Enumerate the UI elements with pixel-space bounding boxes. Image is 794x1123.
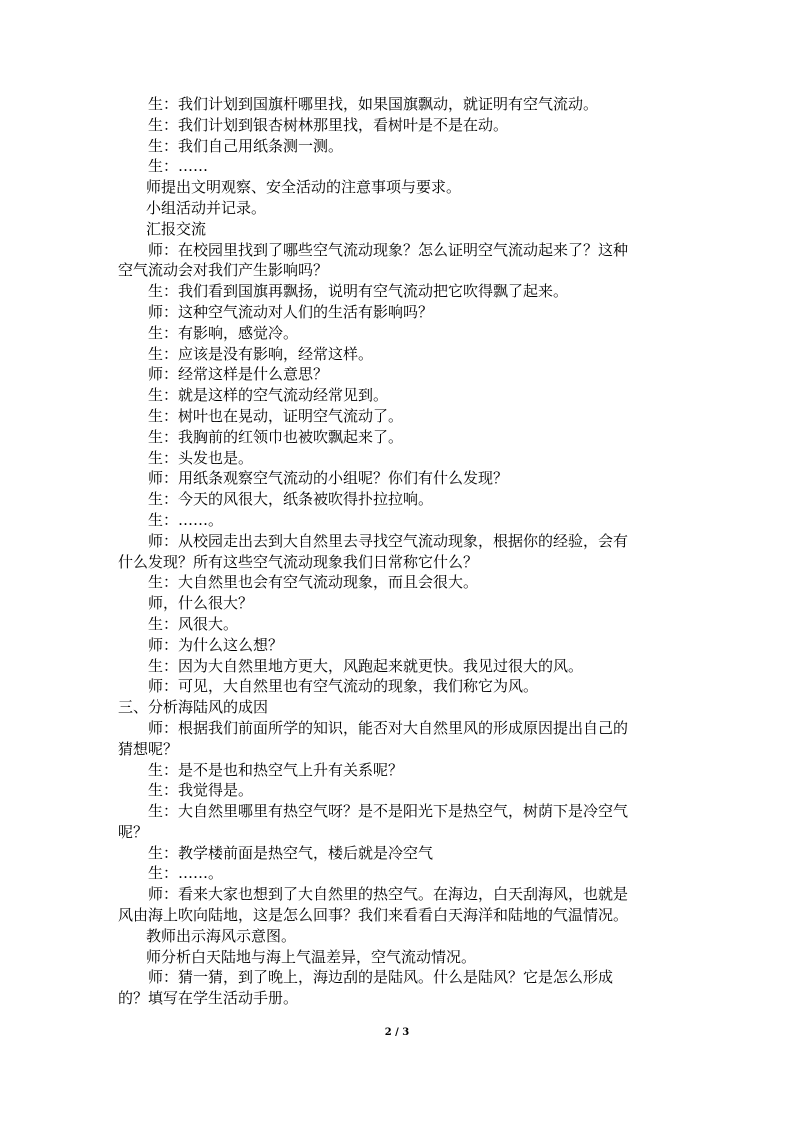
paragraph-line: 师：经常这样是什么意思？ (148, 365, 329, 384)
paragraph-line: 生：我们计划到国旗杆哪里找，如果国旗飘动，就证明有空气流动。 (148, 95, 599, 113)
paragraph-line: 什么发现？所有这些空气流动现象我们日常称它什么？ (118, 552, 479, 571)
paragraph-line: 师：为什么这么想？ (148, 635, 284, 654)
paragraph-line: 小组活动并记录。 (146, 198, 267, 217)
section-heading: 汇报交流 (146, 219, 207, 238)
paragraph-line: 生：因为大自然里地方更大，风跑起来就更快。我见过很大的风。 (148, 656, 584, 675)
paragraph-line: 师，什么很大？ (148, 594, 254, 613)
paragraph-line: 生：我觉得是。 (148, 781, 254, 800)
paragraph-line: 生：今天的风很大，纸条被吹得扑拉拉响。 (148, 490, 434, 509)
paragraph-line: 生：我胸前的红领巾也被吹飘起来了。 (148, 427, 404, 446)
paragraph-line: 师：看来大家也想到了大自然里的热空气。在海边，白天刮海风，也就是 (148, 885, 629, 904)
paragraph-line: 猜想呢？ (118, 739, 179, 758)
paragraph-line: 呢？ (118, 822, 149, 841)
page-number: 2 / 3 (384, 1027, 410, 1038)
paragraph-line: 师：在校园里找到了哪些空气流动现象？怎么证明空气流动起来了？这种 (148, 240, 629, 259)
paragraph-line: 生：教学楼前面是热空气，楼后就是冷空气 (148, 843, 434, 862)
paragraph-line: 师：根据我们前面所学的知识，能否对大自然里风的形成原因提出自己的 (148, 718, 629, 737)
paragraph-line: 师：用纸条观察空气流动的小组呢？你们有什么发现？ (148, 469, 509, 488)
document-body (118, 94, 678, 1009)
paragraph-line: 生：……。 (148, 510, 224, 529)
paragraph-line: 生：应该是没有影响，经常这样。 (148, 344, 374, 363)
paragraph-line: 生：我们看到国旗再飘扬，说明有空气流动把它吹得飘了起来。 (148, 282, 569, 301)
paragraph-line: 生：是不是也和热空气上升有关系呢？ (148, 760, 404, 779)
paragraph-line: 风由海上吹向陆地，这是怎么回事？我们来看看白天海洋和陆地的气温情况。 (118, 906, 629, 925)
section-heading: 三、分析海陆风的成因 (118, 698, 269, 717)
paragraph-line: 教师出示海风示意图。 (146, 926, 297, 945)
paragraph-line: 生：……。 (148, 864, 224, 883)
paragraph-line: 生：有影响，感觉冷。 (148, 323, 299, 342)
paragraph-line: 师：可见，大自然里也有空气流动的现象，我们称它为风。 (148, 677, 539, 696)
paragraph-line: 生：我们自己用纸条测一测。 (148, 136, 344, 155)
paragraph-line: 生：…… (148, 157, 209, 176)
paragraph-line: 师：这种空气流动对人们的生活有影响吗？ (148, 302, 434, 321)
paragraph-line: 生：大自然里哪里有热空气呀？是不是阳光下是热空气，树荫下是冷空气 (148, 802, 629, 821)
paragraph-line: 的？填写在学生活动手册。 (118, 989, 299, 1008)
paragraph-line: 生：我们计划到银杏树林那里找，看树叶是不是在动。 (148, 115, 509, 134)
paragraph-line: 生：树叶也在晃动，证明空气流动了。 (148, 406, 404, 425)
paragraph-line: 生：就是这样的空气流动经常见到。 (148, 386, 389, 405)
paragraph-line: 师：从校园走出去到大自然里去寻找空气流动现象，根据你的经验，会有 (148, 531, 629, 550)
paragraph-line: 师提出文明观察、安全活动的注意事项与要求。 (146, 178, 462, 197)
paragraph-line: 生：头发也是。 (148, 448, 254, 467)
paragraph-line: 空气流动会对我们产生影响吗？ (118, 261, 329, 280)
paragraph-line: 生：大自然里也会有空气流动现象，而且会很大。 (148, 573, 479, 592)
paragraph-line: 师分析白天陆地与海上气温差异，空气流动情况。 (146, 947, 477, 966)
paragraph-line: 生：风很大。 (148, 614, 239, 633)
paragraph-line: 师：猜一猜，到了晚上，海边刮的是陆风。什么是陆风？它是怎么形成 (148, 968, 614, 987)
